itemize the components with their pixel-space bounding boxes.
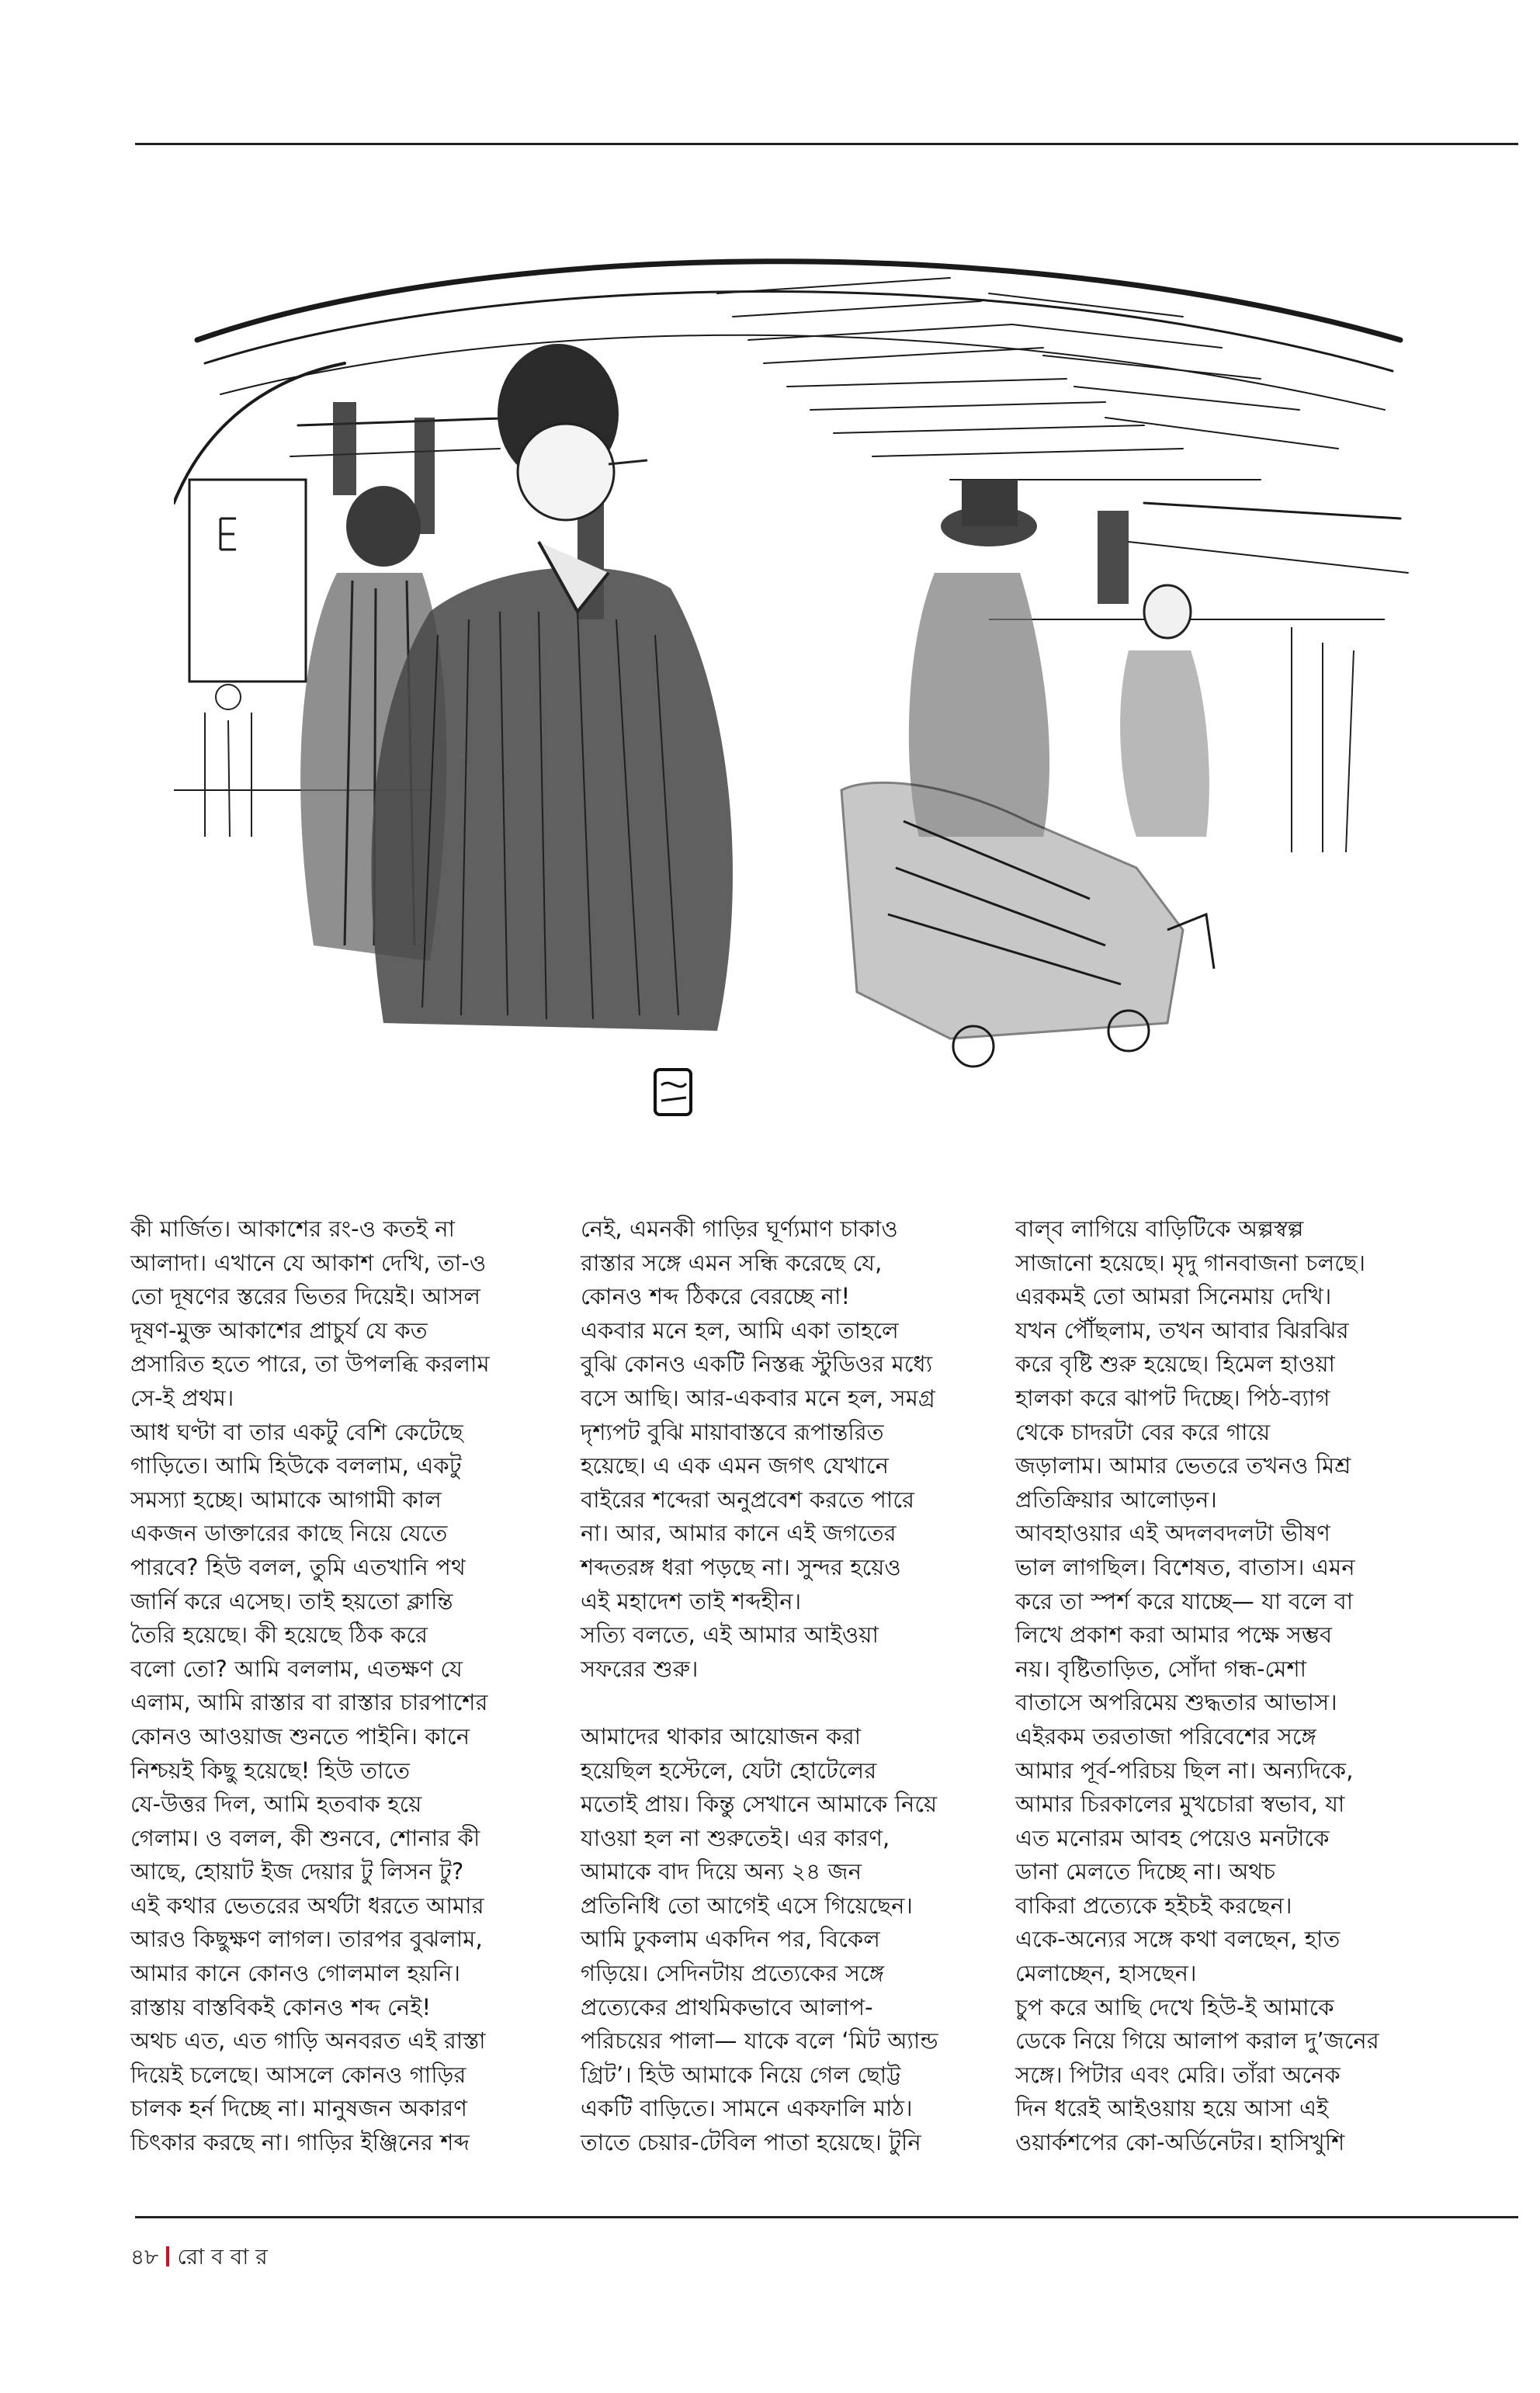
text-line: কী মার্জিত। আকাশের রং-ও কতই না <box>130 1216 456 1242</box>
text-line: একটি বাড়িতে। সামনে একফালি মাঠ। <box>581 2095 913 2122</box>
text-line: এই কথার ভেতরের অর্থটা ধরতে আমার <box>130 1892 484 1919</box>
text-line: আবহাওয়ার এই অদলবদলটা ভীষণ <box>1015 1520 1330 1547</box>
text-line: ওয়ার্কশপের কো-অর্ডিনেটর। হাসিখুশি <box>1015 2129 1345 2156</box>
text-line: সঙ্গে। পিটার এবং মেরি। তাঁরা অনেক <box>1015 2061 1341 2088</box>
text-line: কোনও শব্দ ঠিকরে বেরচ্ছে না! <box>581 1283 851 1310</box>
text-line: যে-উত্তর দিল, আমি হতবাক হয়ে <box>130 1791 422 1818</box>
text-line: আছে, হোয়াট ইজ দেয়ার টু লিসন টু? <box>130 1858 464 1885</box>
text-line: প্রতিক্রিয়ার আলোড়ন। <box>1015 1486 1217 1513</box>
text-line: বাতাসে অপরিমেয় শুদ্ধতার আভাস। <box>1015 1689 1337 1716</box>
text-line: প্রত্যেকের প্রাথমিকভাবে আলাপ- <box>581 1993 873 2020</box>
text-line: চালক হর্ন দিচ্ছে না। মানুষজন অকারণ <box>130 2095 467 2122</box>
text-line: রাস্তার সঙ্গে এমন সন্ধি করেছে যে, <box>581 1249 883 1276</box>
text-line: আধ ঘণ্টা বা তার একটু বেশি কেটেছে <box>130 1418 463 1445</box>
artist-signature-stamp <box>655 1070 691 1115</box>
page-number: ৪৮ <box>130 2244 159 2270</box>
text-line: জড়ালাম। আমার ভেতরে তখনও মিশ্র <box>1015 1452 1351 1479</box>
text-line: রাস্তায় বাস্তবিকই কোনও শব্দ নেই! <box>130 1993 432 2020</box>
text-line: মেলাচ্ছেন, হাসছেন। <box>1015 1960 1197 1987</box>
text-line: সাজানো হয়েছে। মৃদু গানবাজনা চলছে। <box>1015 1249 1366 1276</box>
text-line: আমার পূর্ব-পরিচয় ছিল না। অন্যদিকে, <box>1015 1757 1354 1784</box>
text-line: আমাকে বাদ দিয়ে অন্য ২৪ জন <box>581 1858 862 1885</box>
illustration-airport-scene <box>174 247 1431 1124</box>
text-line: পারবে? হিউ বলল, তুমি এতখানি পথ <box>130 1553 466 1580</box>
footer-rule <box>135 2216 1518 2218</box>
text-line: একজন ডাক্তারের কাছে নিয়ে যেতে <box>130 1520 448 1547</box>
text-line: আলাদা। এখানে যে আকাশ দেখি, তা-ও <box>130 1249 487 1276</box>
article-column-2 <box>581 1212 984 2160</box>
text-line: যখন পৌঁছলাম, তখন আবার ঝিরঝির <box>1015 1316 1349 1344</box>
text-line: সত্যি বলতে, এই আমার আইওয়া <box>581 1621 879 1649</box>
text-line: প্রসারিত হতে পারে, তা উপলব্ধি করলাম <box>130 1351 490 1378</box>
text-line: আরও কিছুক্ষণ লাগল। তারপর বুঝলাম, <box>130 1926 483 1953</box>
text-line: অথচ এত, এত গাড়ি অনবরত এই রাস্তা <box>130 2027 486 2055</box>
text-line: গড়িয়ে। সেদিনটায় প্রত্যেকের সঙ্গে <box>581 1960 885 1987</box>
text-line: ভাল লাগছিল। বিশেষত, বাতাস। এমন <box>1015 1553 1355 1580</box>
text-line: সমস্যা হচ্ছে। আমাকে আগামী কাল <box>130 1486 442 1513</box>
text-line: যাওয়া হল না শুরুতেই। এর কারণ, <box>581 1824 890 1851</box>
text-line: জার্নি করে এসেছ। তাই হয়তো ক্লান্তি <box>130 1587 453 1614</box>
text-line: ডানা মেলতে দিচ্ছে না। অথচ <box>1015 1858 1276 1885</box>
text-line: নয়। বৃষ্টিতাড়িত, সোঁদা গন্ধ-মেশা <box>1015 1655 1307 1682</box>
footer-divider <box>166 2246 169 2266</box>
text-line: করে বৃষ্টি শুরু হয়েছে। হিমেল হাওয়া <box>1015 1351 1336 1378</box>
text-line: মতোই প্রায়। কিন্তু সেখানে আমাকে নিয়ে <box>581 1791 938 1818</box>
text-line: একে-অন্যের সঙ্গে কথা বলছেন, হাত <box>1015 1926 1341 1953</box>
text-line: লিখে প্রকাশ করা আমার পক্ষে সম্ভব <box>1015 1621 1333 1649</box>
text-line: বুঝি কোনও একটি নিস্তব্ধ স্টুডিওর মধ্যে <box>581 1351 933 1378</box>
text-line: এলাম, আমি রাস্তার বা রাস্তার চারপাশের <box>130 1689 488 1716</box>
text-line: দূষণ-মুক্ত আকাশের প্রাচুর্য যে কত <box>130 1316 428 1344</box>
text-line: সে-ই প্রথম। <box>130 1384 234 1411</box>
text-line: এই মহাদেশ তাই শব্দহীন। <box>581 1587 802 1614</box>
text-line: নেই, এমনকী গাড়ির ঘূর্ণ্যমাণ চাকাও <box>581 1216 898 1242</box>
article-column-3 <box>1015 1212 1419 2160</box>
text-line: নিশ্চয়ই কিছু হয়েছে! হিউ তাতে <box>130 1757 411 1784</box>
text-line: এত মনোরম আবহ পেয়েও মনটাকে <box>1015 1824 1330 1851</box>
text-line: বাল্‌ব লাগিয়ে বাড়িটিকে অল্পস্বল্প <box>1015 1216 1304 1242</box>
text-line: আমি ঢুকলাম একদিন পর, বিকেল <box>581 1926 880 1953</box>
text-line: থেকে চাদরটা বের করে গায়ে <box>1015 1418 1271 1445</box>
text-line: তাতে চেয়ার-টেবিল পাতা হয়েছে। টুনি <box>581 2129 921 2156</box>
text-line: গেলাম। ও বলল, কী শুনবে, শোনার কী <box>130 1824 480 1851</box>
text-line: না। আর, আমার কানে এই জগতের <box>581 1520 897 1547</box>
text-line: এরকমই তো আমরা সিনেমায় দেখি। <box>1015 1283 1332 1310</box>
text-line: হয়েছে। এ এক এমন জগৎ যেখানে <box>581 1452 889 1479</box>
text-line: এইরকম তরতাজা পরিবেশের সঙ্গে <box>1015 1722 1316 1750</box>
text-line: বাইরের শব্দেরা অনুপ্রবেশ করতে পারে <box>581 1486 915 1513</box>
text-line: কোনও আওয়াজ শুনতে পাইনি। কানে <box>130 1722 470 1750</box>
text-line: আমার কানে কোনও গোলমাল হয়নি। <box>130 1960 461 1987</box>
header-rule <box>135 143 1518 145</box>
text-line: চিৎকার করছে না। গাড়ির ইঞ্জিনের শব্দ <box>130 2129 470 2156</box>
text-line: হয়েছিল হস্টেলে, যেটা হোটেলের <box>581 1757 877 1784</box>
article-column-1 <box>130 1212 534 2160</box>
text-line: তো দূষণের স্তরের ভিতর দিয়েই। আসল <box>130 1283 481 1310</box>
text-line: চুপ করে আছি দেখে হিউ-ই আমাকে <box>1015 1993 1334 2020</box>
text-line: আমাদের থাকার আয়োজন করা <box>581 1722 862 1750</box>
text-line: একবার মনে হল, আমি একা তাহলে <box>581 1316 899 1344</box>
text-line: হালকা করে ঝাপট দিচ্ছে। পিঠ-ব্যাগ <box>1015 1384 1330 1411</box>
text-line: আমার চিরকালের মুখচোরা স্বভাব, যা <box>1015 1791 1345 1818</box>
section-break <box>581 1686 984 1720</box>
text-line: বলো তো? আমি বললাম, এতক্ষণ যে <box>130 1655 463 1682</box>
text-line: সফরের শুরু। <box>581 1655 699 1682</box>
text-line: দৃশ্যপট বুঝি মায়াবাস্তবে রূপান্তরিত <box>581 1418 884 1445</box>
text-line: গাড়িতে। আমি হিউকে বললাম, একটু <box>130 1452 462 1479</box>
text-line: শব্দতরঙ্গ ধরা পড়ছে না। সুন্দর হয়েও <box>581 1553 901 1580</box>
text-line: ডেকে নিয়ে গিয়ে আলাপ করাল দু’জনের <box>1015 2027 1379 2055</box>
text-line: গ্রিট’। হিউ আমাকে নিয়ে গেল ছোট্ট <box>581 2061 901 2088</box>
text-line: পরিচয়ের পালা— যাকে বলে ‘মিট অ্যান্ড <box>581 2027 938 2055</box>
text-line: দিয়েই চলেছে। আসলে কোনও গাড়ির <box>130 2061 467 2088</box>
magazine-name: রো ব বা র <box>177 2244 268 2270</box>
text-line: প্রতিনিধি তো আগেই এসে গিয়েছেন। <box>581 1892 913 1919</box>
text-line: বাকিরা প্রত্যেকে হইচই করছেন। <box>1015 1892 1292 1919</box>
page-footer <box>130 2240 268 2277</box>
text-line: দিন ধরেই আইওয়ায় হয়ে আসা এই <box>1015 2095 1329 2122</box>
text-line: বসে আছি। আর-একবার মনে হল, সমগ্র <box>581 1384 935 1411</box>
text-line: করে তা স্পর্শ করে যাচ্ছে— যা বলে বা <box>1015 1587 1354 1614</box>
text-line: তৈরি হয়েছে। কী হয়েছে ঠিক করে <box>130 1621 428 1649</box>
